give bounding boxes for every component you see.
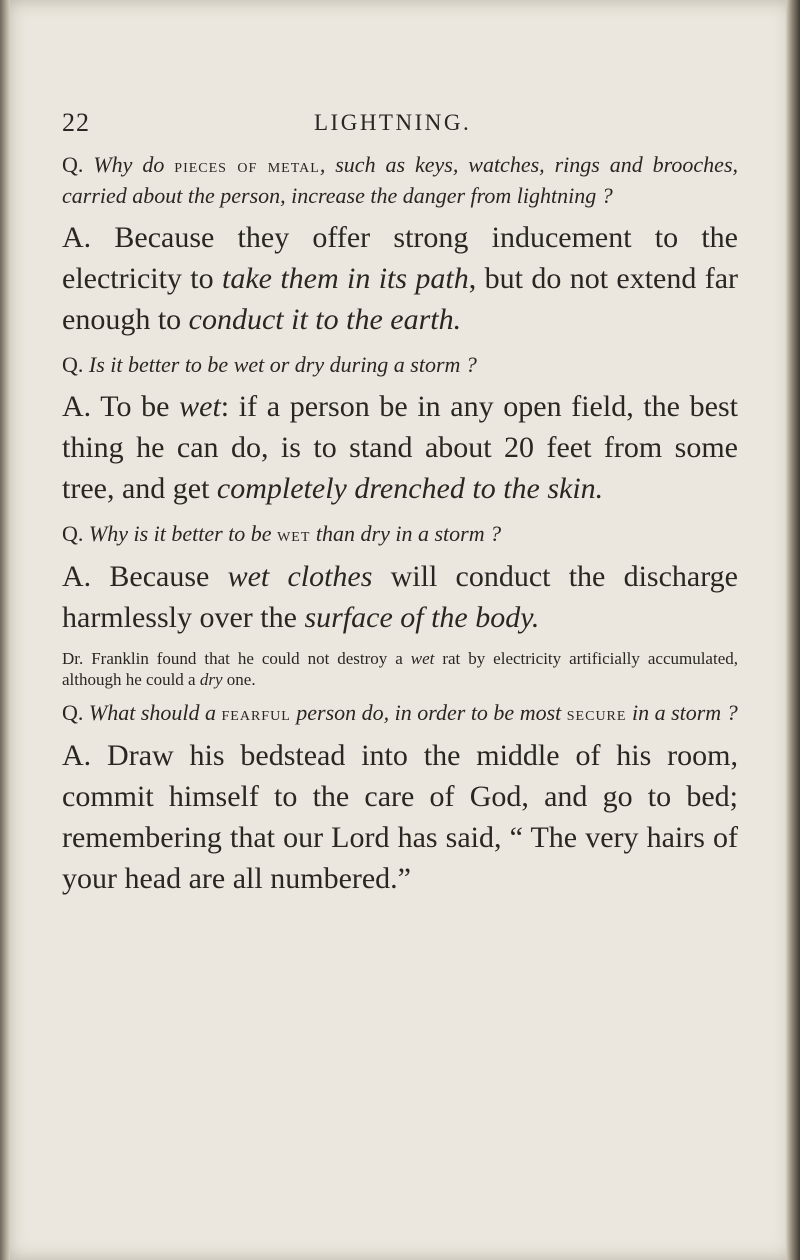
- answer-tag: A.: [62, 560, 92, 593]
- page-right-edge: [786, 0, 800, 1260]
- answer-tag: A.: [62, 221, 92, 254]
- page-left-edge: [0, 0, 10, 1260]
- answer-4: A. Draw his bedstead into the middle of his room, commit himself to the care of God, and go to bed; remembering that our Lord has said, “ The very hairs of your head are all numbered.”: [62, 739, 738, 895]
- answer-1: A. Because they offer strong inducement to the electricity to take them in its path, but do not extend far enough to conduct it to the earth.: [62, 221, 739, 336]
- answer-tag: A.: [62, 390, 92, 423]
- question-tag: Q.: [62, 700, 84, 725]
- question-1: Q. Why do pieces of metal, such as keys, watches, rings and brooches, carried about the person, increase the danger from lightning ?: [62, 152, 739, 208]
- footnote-franklin: Dr. Franklin found that he could not destroy a wet rat by electricity artificially accumulated, although he could a dry one.: [62, 649, 738, 689]
- page-number: 22: [62, 108, 90, 137]
- question-2: Q. Is it better to be wet or dry during a storm ?: [62, 352, 477, 377]
- page-body: [62, 150, 738, 909]
- answer-2: A. To be wet: if a person be in any open field, the best thing he can do, is to stand about 20 feet from some tree, and get completely drenched to the skin.: [62, 390, 738, 505]
- page-header: [60, 108, 740, 148]
- question-3: Q. Why is it better to be wet than dry in a storm ?: [62, 521, 502, 546]
- answer-3: A. Because wet clothes will conduct the discharge harmlessly over the surface of the body.: [62, 560, 738, 634]
- question-4: Q. What should a fearful person do, in order to be most secure in a storm ?: [62, 700, 738, 725]
- question-tag: Q.: [62, 152, 84, 177]
- question-tag: Q.: [62, 521, 84, 546]
- running-head: LIGHTNING.: [314, 110, 472, 135]
- answer-tag: A.: [62, 739, 92, 772]
- question-tag: Q.: [62, 352, 84, 377]
